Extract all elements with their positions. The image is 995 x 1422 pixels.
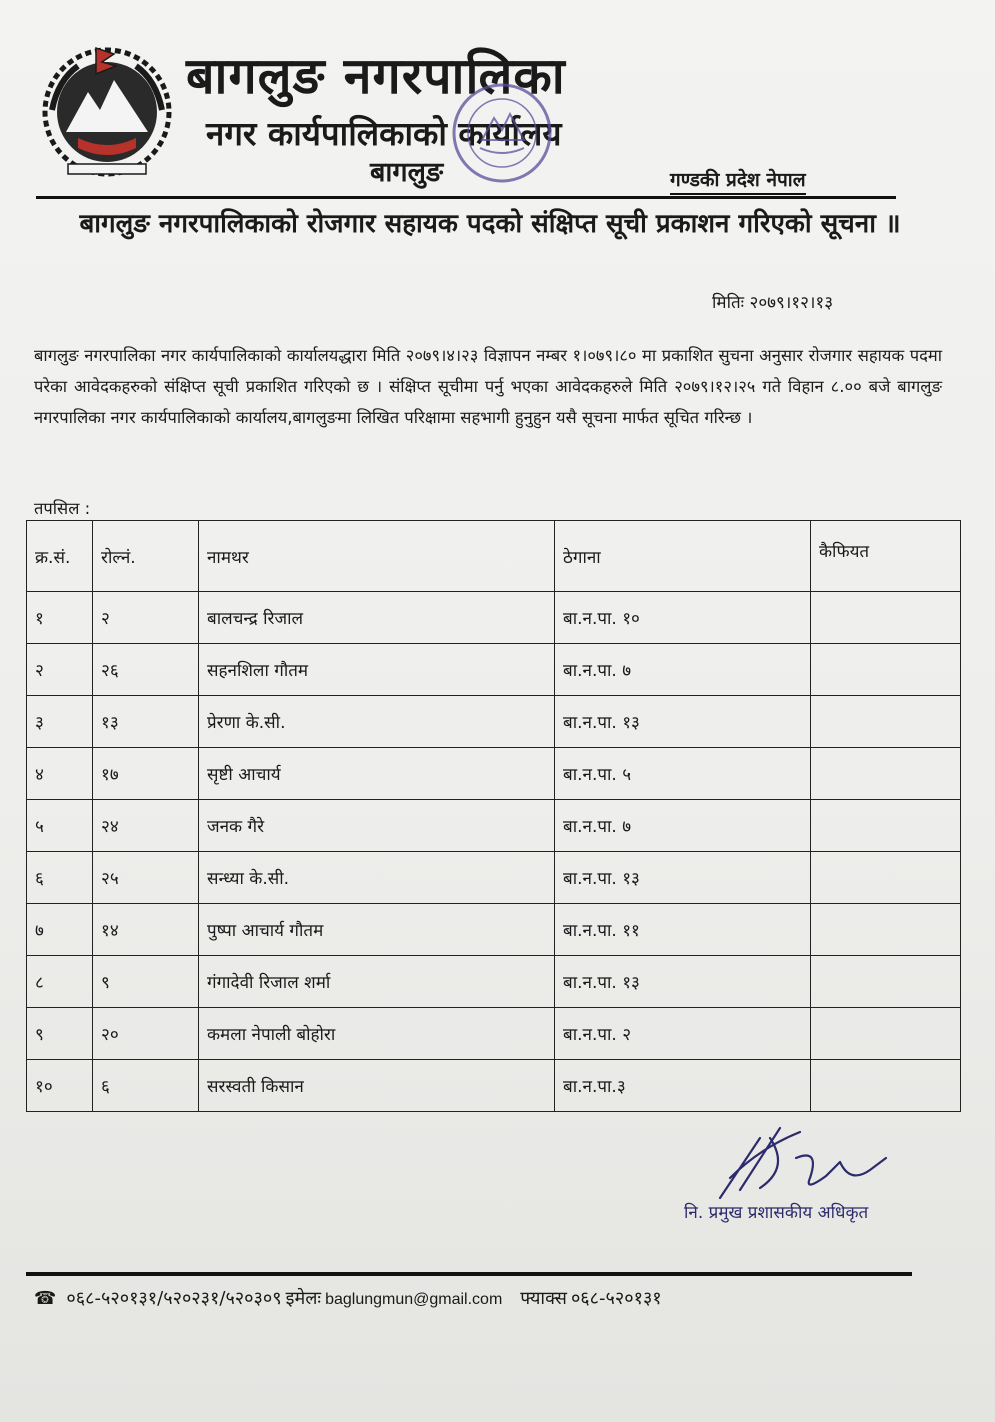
nepal-emblem-logo [38, 40, 176, 180]
cell-remarks [811, 800, 961, 852]
cell-roll: ६ [93, 1060, 199, 1112]
table-row [27, 644, 961, 696]
cell-roll: २४ [93, 800, 199, 852]
cell-name: सृष्टी आचार्य [199, 748, 555, 800]
table-row [27, 800, 961, 852]
cell-name: कमला नेपाली बोहोरा [199, 1008, 555, 1060]
header-remarks: कैफियत [811, 521, 961, 592]
cell-roll: २५ [93, 852, 199, 904]
cell-address: बा.न.पा. १३ [555, 696, 811, 748]
details-label: तपसिल : [34, 499, 91, 518]
cell-name: सहनशिला गौतम [199, 644, 555, 696]
cell-roll: ९ [93, 956, 199, 1008]
cell-roll: २ [93, 592, 199, 644]
city-name: बागलुङ [370, 157, 444, 188]
table-row [27, 1008, 961, 1060]
cell-remarks [811, 592, 961, 644]
cell-address: बा.न.पा. ११ [555, 904, 811, 956]
table-row [27, 956, 961, 1008]
cell-serial: ५ [27, 800, 93, 852]
table-header-row [27, 521, 961, 592]
fax-number: ०६८-५२०१३१ [570, 1288, 662, 1309]
cell-name: सन्ध्या के.सी. [199, 852, 555, 904]
cell-serial: १० [27, 1060, 93, 1112]
cell-remarks [811, 748, 961, 800]
cell-roll: १७ [93, 748, 199, 800]
office-stamp-seal [432, 78, 567, 193]
cell-address: बा.न.पा. २ [555, 1008, 811, 1060]
notice-date: मितिः २०७९।१२।१३ [712, 293, 834, 313]
table-row [27, 904, 961, 956]
cell-roll: २६ [93, 644, 199, 696]
header-serial: क्र.सं. [27, 521, 93, 592]
signatory-title: नि. प्रमुख प्रशासकीय अधिकृत [684, 1203, 869, 1223]
cell-address: बा.न.पा. १० [555, 592, 811, 644]
cell-address: बा.न.पा. ७ [555, 644, 811, 696]
cell-remarks [811, 1008, 961, 1060]
cell-remarks [811, 1060, 961, 1112]
notice-body: बागलुङ नगरपालिका नगर कार्यपालिकाको कार्यालयद्धारा मिति २०७९।४।२३ विज्ञापन नम्बर १।०७९।८० मा प्रकाशित सुचना अनुसार रोजगार सहायक पदमा परेका आवेदकहरुको संक्षिप्त सूची प्रकाशित गरिएको छ । संक्षिप्त सूचीमा पर्नु भएका आवेदकहरुले मिति २०७९।१२।२५ गते विहान ८.०० बजे बागलुङ नगरपालिका नगर कार्यपालिकाको कार्यालय,बागलुङमा लिखित परिक्षामा सहभागी हुनुहुन यसै सूचना मार्फत सूचित गरिन्छ । [34, 346, 942, 427]
cell-name: सरस्वती किसान [199, 1060, 555, 1112]
notice-title: बागलुङ नगरपालिकाको रोजगार सहायक पदको संक्षिप्त सूची प्रकाशन गरिएको सूचना ॥ [79, 209, 901, 239]
cell-serial: २ [27, 644, 93, 696]
cell-remarks [811, 852, 961, 904]
cell-address: बा.न.पा. ५ [555, 748, 811, 800]
phone-numbers: ०६८-५२०१३१/५२०२३१/५२०३०९ [66, 1288, 282, 1309]
cell-serial: ४ [27, 748, 93, 800]
table-row [27, 696, 961, 748]
cell-name: बालचन्द्र रिजाल [199, 592, 555, 644]
cell-name: प्रेरणा के.सी. [199, 696, 555, 748]
table-row [27, 852, 961, 904]
table-body [27, 592, 961, 1112]
cell-roll: १४ [93, 904, 199, 956]
province-label: गण्डकी प्रदेश नेपाल [670, 166, 806, 195]
cell-name: गंगादेवी रिजाल शर्मा [199, 956, 555, 1008]
header-name: नामथर [199, 521, 555, 592]
cell-roll: २० [93, 1008, 199, 1060]
officer-signature [700, 1118, 900, 1208]
cell-serial: ३ [27, 696, 93, 748]
cell-address: बा.न.पा. १३ [555, 956, 811, 1008]
email-label: इमेलः [285, 1288, 322, 1309]
cell-serial: ८ [27, 956, 93, 1008]
email-address: baglungmun@gmail.com [325, 1291, 503, 1308]
header-divider [36, 196, 896, 199]
cell-remarks [811, 696, 961, 748]
footer-contact [34, 1286, 662, 1310]
cell-roll: १३ [93, 696, 199, 748]
shortlist-table [26, 520, 961, 1112]
fax-label: फ्याक्स [520, 1288, 567, 1309]
phone-icon: ☎ [34, 1288, 57, 1309]
cell-serial: ७ [27, 904, 93, 956]
cell-address: बा.न.पा. ७ [555, 800, 811, 852]
cell-name: पुष्पा आचार्य गौतम [199, 904, 555, 956]
table-row [27, 1060, 961, 1112]
cell-remarks [811, 904, 961, 956]
cell-remarks [811, 644, 961, 696]
cell-address: बा.न.पा.३ [555, 1060, 811, 1112]
footer-divider [26, 1272, 912, 1276]
cell-remarks [811, 956, 961, 1008]
org-name: बागलुङ नगरपालिका [186, 47, 566, 105]
table-row [27, 592, 961, 644]
table-row [27, 748, 961, 800]
office-name: नगर कार्यपालिकाको कार्यालय [206, 114, 562, 153]
cell-serial: ९ [27, 1008, 93, 1060]
header-roll: रोल्नं. [93, 521, 199, 592]
header-address: ठेगाना [555, 521, 811, 592]
cell-address: बा.न.पा. १३ [555, 852, 811, 904]
cell-name: जनक गैरे [199, 800, 555, 852]
cell-serial: १ [27, 592, 93, 644]
cell-serial: ६ [27, 852, 93, 904]
